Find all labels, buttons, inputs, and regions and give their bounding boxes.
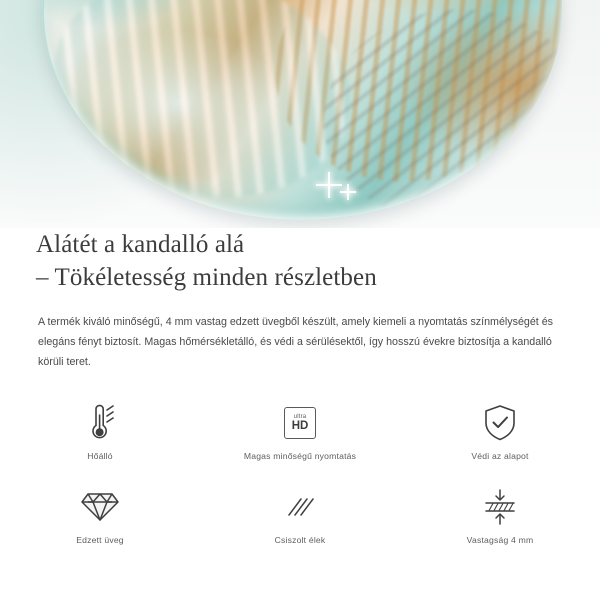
diamond-icon bbox=[81, 486, 119, 528]
feature-row-bottom bbox=[0, 480, 600, 564]
ultra-hd-badge-bottom: HD bbox=[291, 419, 309, 432]
feature-grid bbox=[0, 396, 600, 564]
feature-thickness bbox=[400, 480, 600, 564]
headline-line-1: Alátét a kandalló alá bbox=[36, 231, 245, 258]
feature-row-top bbox=[0, 396, 600, 480]
thickness-arrows-icon bbox=[480, 486, 520, 528]
thermometer-icon bbox=[83, 402, 117, 444]
feature-label: Vastagság 4 mm bbox=[466, 535, 534, 545]
shield-check-icon bbox=[482, 402, 518, 444]
hero-image bbox=[0, 0, 600, 228]
feature-print-quality bbox=[200, 396, 400, 480]
feature-label: Hőálló bbox=[87, 451, 113, 461]
description-paragraph: A termék kiváló minőségű, 4 mm vastag edzett üvegből készült, amely kiemeli a nyomtatás színmélységét és elegáns fényt biztosít. Magas hőmérsékletálló, és védi a sérülésektől, így hosszú évekre biztosítja a kandalló körüli teret. bbox=[38, 316, 554, 368]
ultra-hd-badge-top: ultra bbox=[293, 413, 307, 420]
text-content bbox=[0, 228, 600, 372]
feature-heat-resistant bbox=[0, 396, 200, 480]
page-title bbox=[0, 228, 600, 294]
feature-label: Csiszolt élek bbox=[274, 535, 326, 545]
feature-protects-surface bbox=[400, 396, 600, 480]
feature-polished-edges bbox=[200, 480, 400, 564]
feature-label: Edzett üveg bbox=[76, 535, 124, 545]
feature-label: Védi az alapot bbox=[471, 451, 529, 461]
polished-edges-icon bbox=[283, 486, 317, 528]
feature-tempered-glass bbox=[0, 480, 200, 564]
ultra-hd-icon bbox=[284, 402, 316, 444]
headline-line-2: – Tökéletesség minden részletben bbox=[36, 264, 377, 291]
feature-label: Magas minőségű nyomtatás bbox=[243, 451, 357, 461]
